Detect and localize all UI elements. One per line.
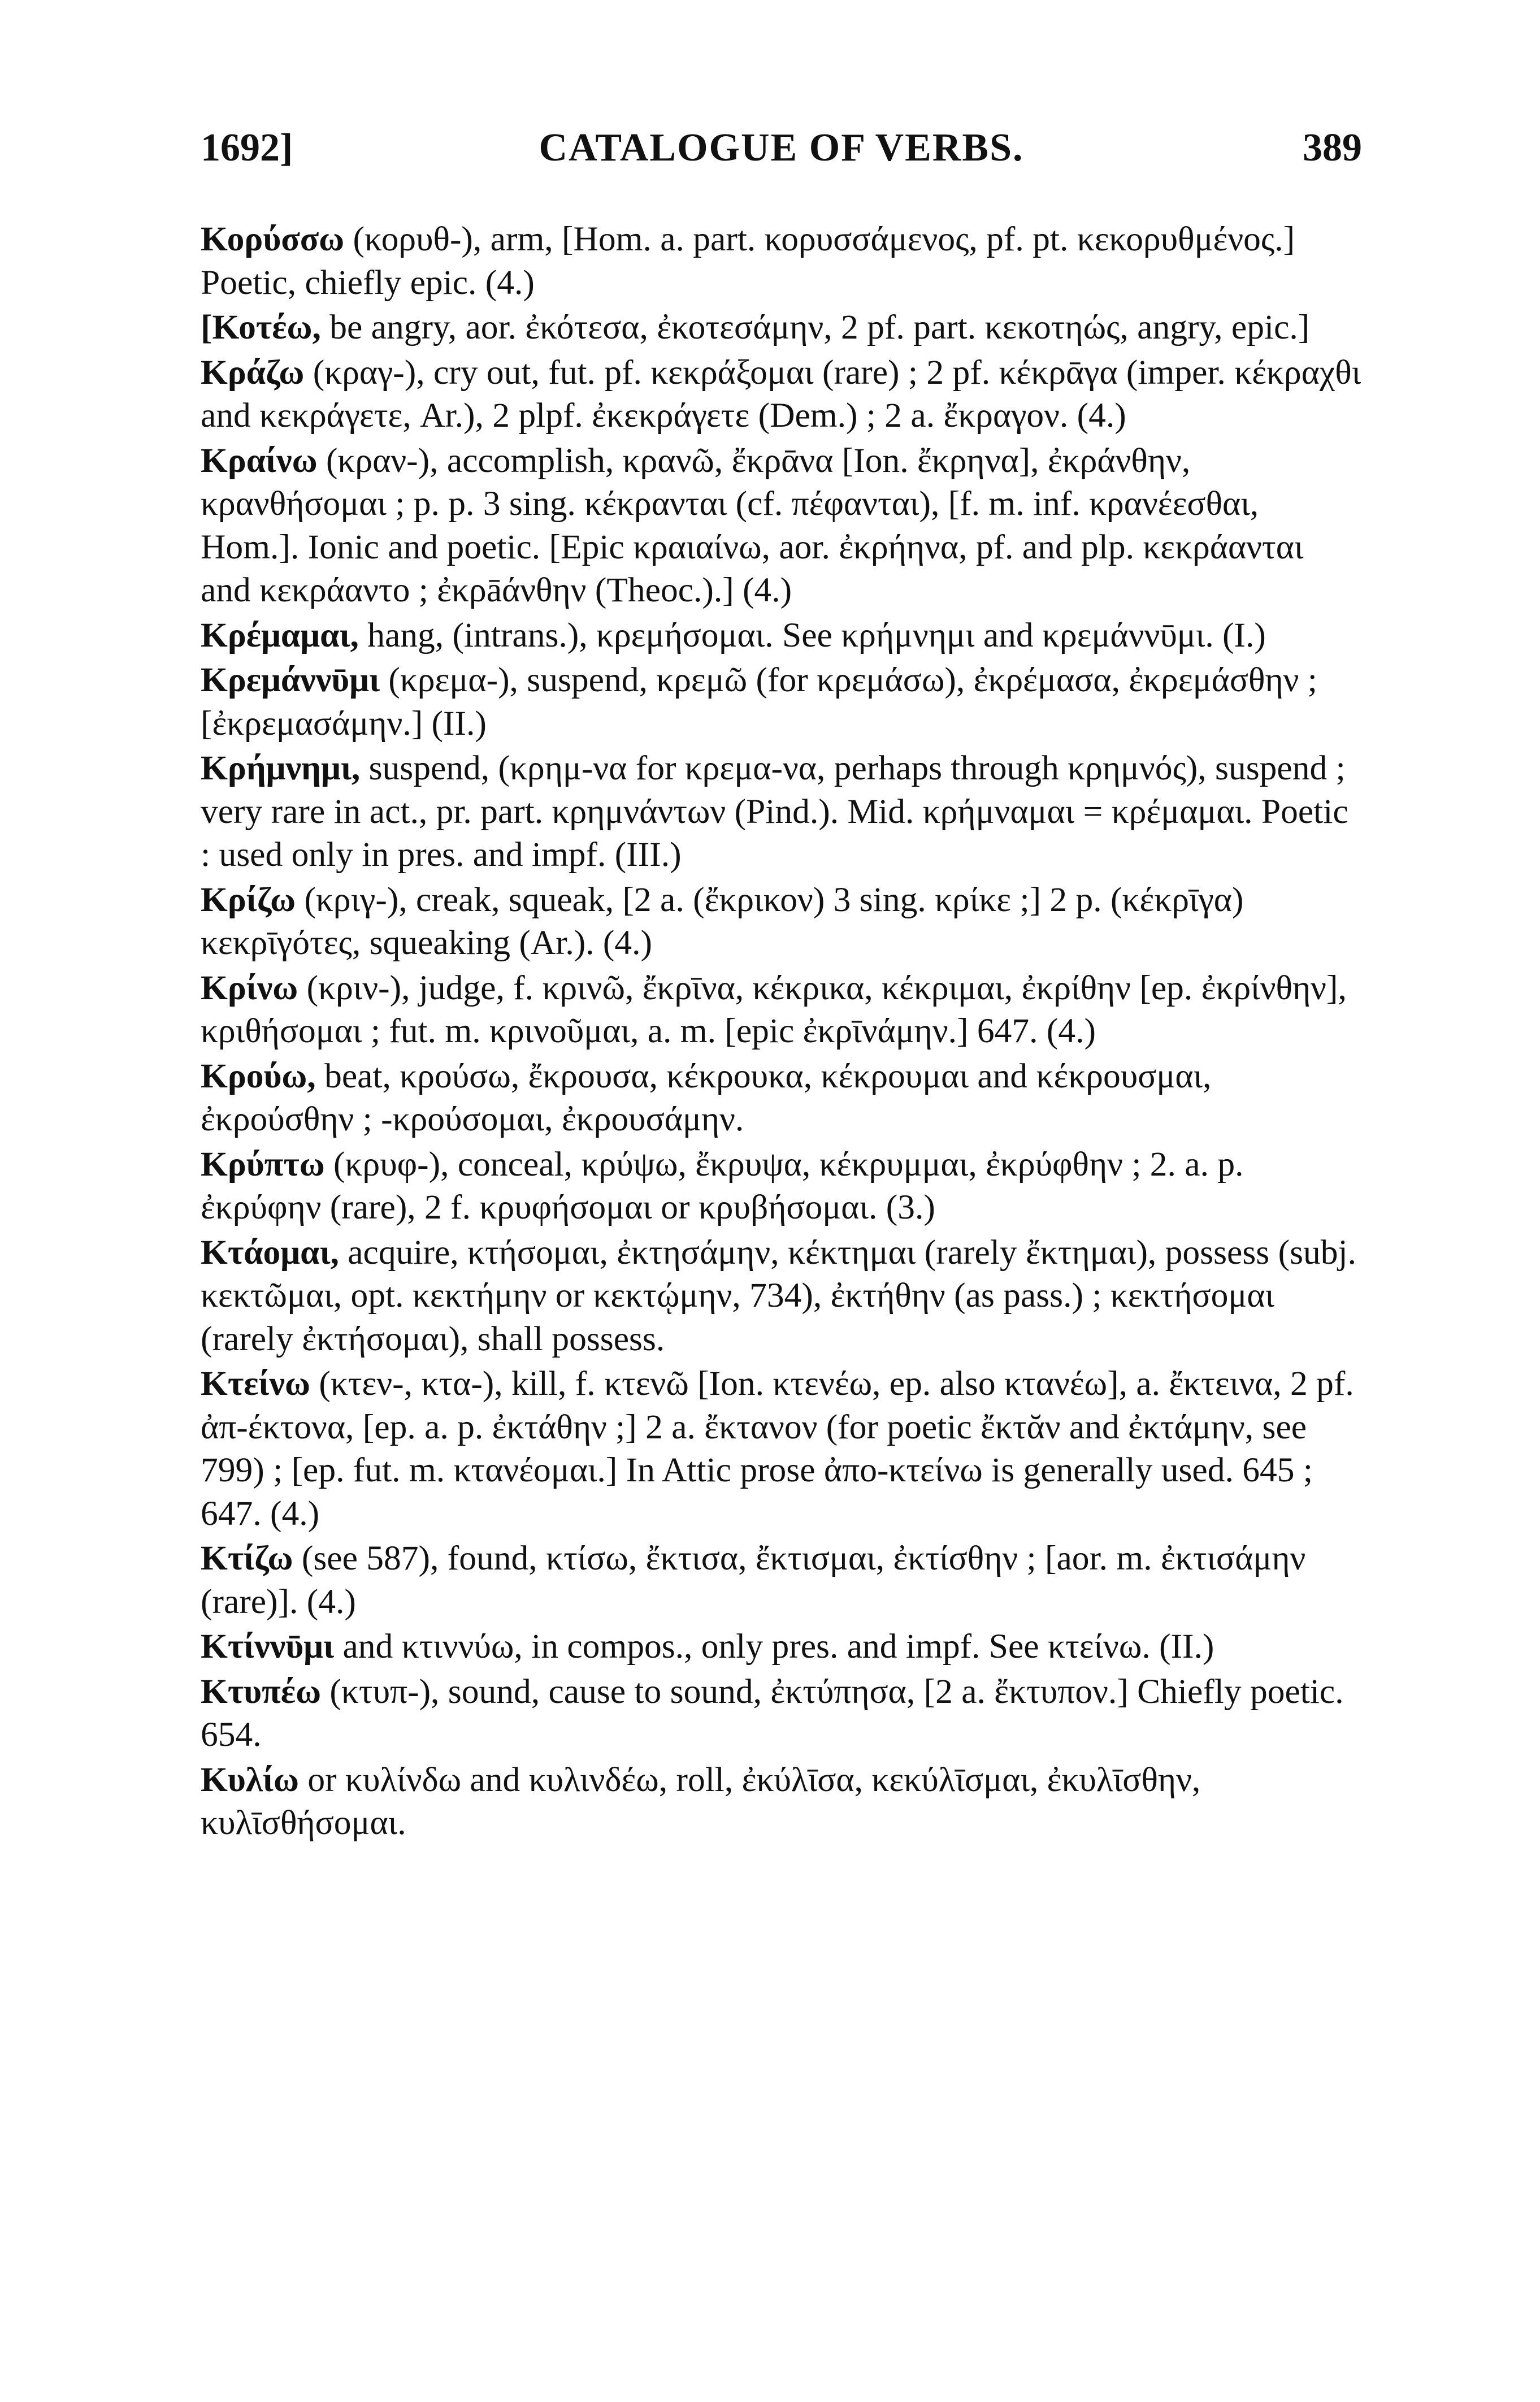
entry-text: (κρυφ-), conceal, κρύψω, ἔκρυψα, κέκρυμμαι, ἐκρύφθην ; 2. a. p. ἐκρύφην (rare), 2 f. κρυφήσομαι or κρυβήσομαι. (3.) — [201, 1144, 1244, 1226]
headword: Κτίζω — [201, 1539, 293, 1577]
verb-entry — [201, 1625, 1362, 1668]
headword: Κρήμνημι, — [201, 749, 361, 787]
verb-entry — [201, 351, 1362, 437]
verb-entry — [201, 1055, 1362, 1141]
verb-entry — [201, 1537, 1362, 1623]
entry-text: hang, (intrans.), κρεμήσομαι. See κρήμνημι and κρεμάννῡμι. (I.) — [358, 615, 1266, 654]
verb-entry — [201, 306, 1362, 349]
entry-text: (see 587), found, κτίσω, ἔκτισα, ἔκτισμαι, ἐκτίσθην ; [aor. m. ἐκτισάμην (rare)]. (4.) — [201, 1539, 1306, 1621]
entry-text: (κτυπ-), sound, cause to sound, ἐκτύπησα, [2 a. ἔκτυπον.] Chiefly poetic. 654. — [201, 1672, 1344, 1754]
entry-text: beat, κρούσω, ἔκρουσα, κέκρουκα, κέκρουμαι and κέκρουσμαι, ἐκρούσθην ; -κρούσομαι, ἐκρουσάμην. — [201, 1056, 1212, 1138]
headword: Κτείνω — [201, 1364, 310, 1403]
entry-text: (κρεμα-), suspend, κρεμῶ (for κρεμάσω), ἐκρέμασα, ἐκρεμάσθην ; [ἐκρεμασάμην.] (II.) — [201, 661, 1317, 743]
headword: Κραίνω — [201, 441, 318, 480]
verb-catalogue — [201, 218, 1362, 1845]
headword: Κτυπέω — [201, 1672, 322, 1711]
verb-entry — [201, 218, 1362, 304]
headword: Κρέμαμαι, — [201, 615, 359, 654]
running-title: CATALOGUE OF VERBS. — [539, 126, 1024, 170]
entry-text: (κριν-), judge, f. κρινῶ, ἔκρῑνα, κέκρικα, κέκριμαι, ἐκρίθην [ep. ἐκρίνθην], κριθήσομαι ; fut. m. κρινοῦμαι, a. m. [epic ἐκρῑνάμην.] 647. (4.) — [201, 968, 1347, 1050]
section-number: 1692] — [201, 126, 293, 170]
verb-entry — [201, 747, 1362, 877]
entry-text: or κυλίνδω and κυλινδέω, roll, ἐκύλῑσα, κεκύλῑσμαι, ἐκυλῑσθην, κυλῑσθήσομαι. — [201, 1760, 1201, 1842]
headword: Κτίννῡμι — [201, 1627, 335, 1666]
headword: Κορύσσω — [201, 220, 345, 258]
page-header — [201, 125, 1362, 176]
headword: Κρίνω — [201, 968, 298, 1007]
verb-entry — [201, 878, 1362, 965]
page-number: 389 — [1303, 126, 1362, 170]
headword: [Κοτέω, — [201, 308, 321, 346]
headword: Κρούω, — [201, 1056, 316, 1095]
verb-entry — [201, 439, 1362, 612]
entry-text: be angry, aor. ἐκότεσα, ἐκοτεσάμην, 2 pf. part. κεκοτηώς, angry, epic.] — [320, 308, 1310, 346]
entry-text: (κορυθ-), arm, [Hom. a. part. κορυσσάμενος, pf. pt. κεκορυθμένος.] Poetic, chiefly epic. (4.) — [201, 220, 1295, 302]
headword: Κρύπτω — [201, 1144, 325, 1183]
verb-entry — [201, 1670, 1362, 1757]
verb-entry — [201, 658, 1362, 745]
entry-text: (κτεν-, κτα-), kill, f. κτενῶ [Ion. κτενέω, ep. also κτανέω], a. ἔκτεινα, 2 pf. ἀπ-έκτονα, [ep. a. p. ἐκτάθην ;] 2 a. ἔκτανον (for poetic ἔκτᾰν and ἐκτάμην, see 799) ; [ep. fut. m. κτανέομαι.] In Attic prose ἀπο-κτείνω is generally used. 645 ; 647. (4.) — [201, 1364, 1354, 1533]
verb-entry — [201, 1758, 1362, 1845]
headword: Κρεμάννῡμι — [201, 661, 380, 699]
entry-text: (κριγ-), creak, squeak, [2 a. (ἔκρικον) 3 sing. κρίκε ;] 2 p. (κέκρῑγα) κεκρῑγότες, squeaking (Ar.). (4.) — [201, 880, 1244, 962]
entry-text: (κραν-), accomplish, κρανῶ, ἔκρᾱνα [Ion. ἔκρηνα], ἐκράνθην, κρανθήσομαι ; p. p. 3 sing. κέκρανται (cf. πέφανται), [f. m. inf. κρανέεσθαι, Hom.]. Ionic and poetic. [Epic κραιαίνω, aor. ἐκρήηνα, pf. and plp. κεκράανται and κεκράαντο ; ἐκρāάνθην (Theoc.).] (4.) — [201, 441, 1304, 609]
verb-entry — [201, 1231, 1362, 1361]
verb-entry — [201, 966, 1362, 1053]
headword: Κρίζω — [201, 880, 296, 919]
entry-text: acquire, κτήσομαι, ἐκτησάμην, κέκτημαι (rarely ἔκτημαι), possess (subj. κεκτῶμαι, opt. κεκτήμην or κεκτῴμην, 734), ἐκτήθην (as pass.) ; κεκτήσομαι (rarely ἐκτήσομαι), shall possess. — [201, 1233, 1356, 1358]
headword: Κυλίω — [201, 1760, 299, 1799]
entry-text: suspend, (κρημ-να for κρεμα-να, perhaps through κρημνός), suspend ; very rare in act., pr. part. κρημνάντων (Pind.). Mid. κρήμναμαι = κρέμαμαι. Poetic : used only in pres. and impf. (III.) — [201, 749, 1348, 874]
entry-text: (κραγ-), cry out, fut. pf. κεκράξομαι (rare) ; 2 pf. κέκρᾱγα (imper. κέκραχθι and κεκράγετε, Ar.), 2 plpf. ἐκεκράγετε (Dem.) ; 2 a. ἔκραγον. (4.) — [201, 353, 1361, 435]
headword: Κτάομαι, — [201, 1233, 339, 1272]
headword: Κράζω — [201, 353, 305, 392]
entry-text: and κτιννύω, in compos., only pres. and impf. See κτείνω. (II.) — [334, 1627, 1214, 1666]
verb-entry — [201, 614, 1362, 657]
verb-entry — [201, 1362, 1362, 1535]
verb-entry — [201, 1143, 1362, 1229]
